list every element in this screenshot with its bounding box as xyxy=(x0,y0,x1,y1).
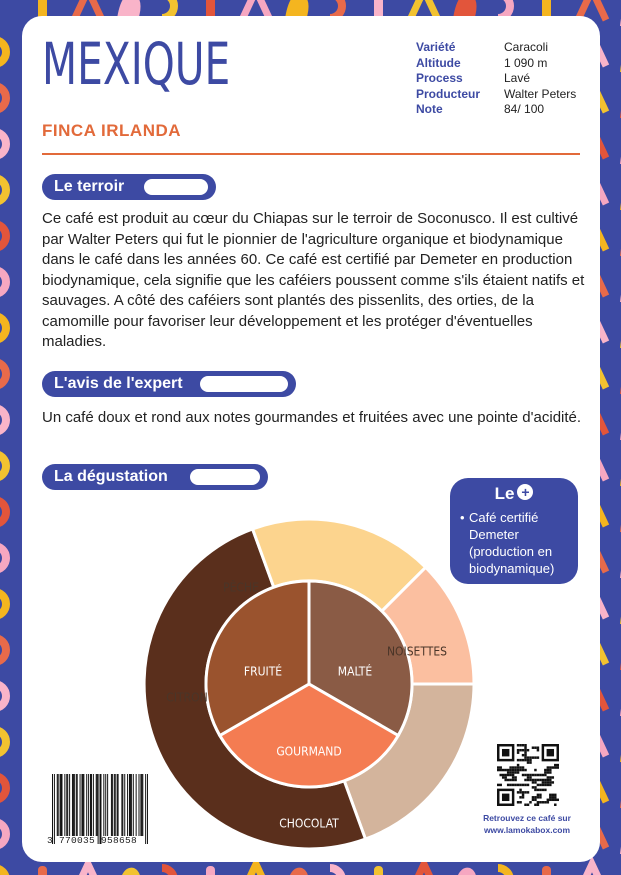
info-value: 84/ 100 xyxy=(504,102,545,116)
flavor-label: FRUITÉ xyxy=(243,664,283,679)
plus-icon: + xyxy=(517,484,533,500)
highlight-bullet-text: Café certifié Demeter (production en biodynamique) xyxy=(469,510,555,576)
info-label: Variété xyxy=(416,40,456,54)
bullet-icon: • xyxy=(460,510,465,525)
farm-subtitle: FINCA IRLANDA xyxy=(42,121,182,140)
info-value: Walter Peters xyxy=(504,86,577,101)
info-label: Process xyxy=(416,71,463,85)
section-heading-label: L'avis de l'expert xyxy=(54,375,183,392)
info-value: Lavé xyxy=(504,71,531,85)
flavor-label: CHOCOLAT xyxy=(279,816,339,831)
flavor-label: CITRON xyxy=(166,690,208,705)
info-value: 1 090 m xyxy=(504,55,548,70)
promo-url: www.lamokabox.com xyxy=(483,825,571,835)
barcode-number: 3 770035 958658 xyxy=(47,835,138,846)
flavor-label: MALTÉ xyxy=(337,664,373,679)
info-label: Note xyxy=(416,102,443,116)
flavor-label: GOURMAND xyxy=(276,744,342,759)
info-value: Caracoli xyxy=(504,40,549,54)
promo-line: Retrouvez ce café sur xyxy=(483,813,571,823)
website-promo xyxy=(462,812,592,836)
terroir-text: Ce café est produit au cœur du Chiapas sur le terroir de Soconusco. Il est cultivé par Walter Peters qui fut le pionnier de l'agriculture organique et biodynamique dans le café dans les années 60. Ce café est certifié par Demeter en production biodynamique, cela signifie que les caféiers poussent comme s'ils étaient natifs et sauvages. A côté des caféiers sont plantés des pissenlits, des orties, de la camomille pour favoriser leur développement et les protéger d'éventuelles maladies. xyxy=(42,210,585,350)
highlight-heading-label: Le xyxy=(494,484,515,503)
flavor-wheel xyxy=(22,16,600,862)
section-heading-label: Le terroir xyxy=(54,178,125,195)
expert-text: Un café doux et rond aux notes gourmandes et fruitées avec une pointe d'acidité. xyxy=(42,409,582,426)
qr-code xyxy=(497,744,559,806)
origin-title: MEXIQUE xyxy=(42,30,231,98)
info-label: Producteur xyxy=(416,86,481,101)
flavor-label: PÊCHE xyxy=(223,580,259,595)
flavor-label: NOISETTES xyxy=(386,644,448,659)
product-card xyxy=(22,16,600,862)
info-label: Altitude xyxy=(416,55,461,70)
section-heading-label: La dégustation xyxy=(54,468,168,485)
